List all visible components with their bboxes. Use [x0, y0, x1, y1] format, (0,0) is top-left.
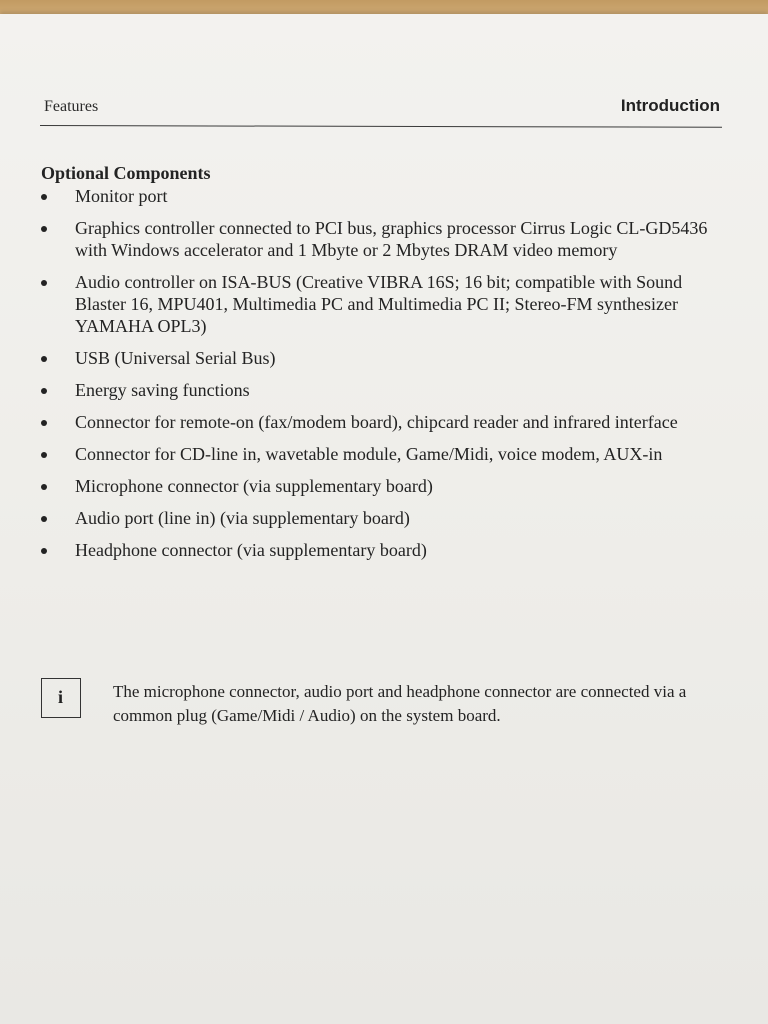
page-header [42, 98, 720, 122]
list-item-text: Microphone connector (via supplementary board) [75, 476, 433, 496]
list-item [41, 443, 721, 465]
list-item-text: Audio controller on ISA-BUS (Creative VIBRA 16S; 16 bit; compatible with Sound Blaster 16, MPU401, Multimedia PC and Multimedia PC II; Stereo-FM synthesizer YAMAHA OPL3) [75, 272, 683, 336]
bullet-icon [41, 226, 47, 232]
list-item [41, 411, 721, 433]
list-item [41, 507, 721, 529]
list-item [41, 347, 721, 369]
bullet-icon [41, 280, 47, 286]
list-item [41, 539, 721, 561]
bullet-icon [41, 194, 47, 200]
list-item-text: Audio port (line in) (via supplementary board) [75, 508, 410, 528]
list-item-text: Monitor port [75, 186, 168, 206]
bullet-icon [41, 420, 47, 426]
bullet-icon [41, 516, 47, 522]
list-item [41, 475, 721, 497]
list-item [41, 379, 721, 401]
info-icon [41, 678, 81, 718]
section-title: Optional Components [41, 163, 211, 183]
list-item-text: Graphics controller connected to PCI bus, graphics processor Cirrus Logic CL-GD5436 with Windows accelerator and 1 Mbyte or 2 Mbytes DRAM video memory [75, 218, 708, 260]
list-item-text: Connector for remote-on (fax/modem board), chipcard reader and infrared interface [75, 412, 678, 432]
list-item-text: USB (Universal Serial Bus) [75, 348, 276, 368]
optional-components-section [41, 162, 721, 571]
bullet-icon [41, 548, 47, 554]
bullet-icon [41, 356, 47, 362]
bullet-icon [41, 484, 47, 490]
info-note-text: The microphone connector, audio port and headphone connector are connected via a common plug (Game/Midi / Audio) on the system board. [113, 682, 687, 725]
list-item [41, 217, 721, 261]
bullet-icon [41, 388, 47, 394]
list-item-text: Energy saving functions [75, 380, 250, 400]
list-item-text: Headphone connector (via supplementary board) [75, 540, 427, 560]
list-item-text: Connector for CD-line in, wavetable module, Game/Midi, voice modem, AUX-in [75, 444, 663, 464]
info-icon-glyph: i [57, 687, 63, 707]
list-item [41, 271, 721, 337]
header-section-name: Features [44, 98, 99, 115]
header-chapter-name: Introduction [620, 96, 720, 115]
component-list [41, 185, 721, 561]
list-item [41, 185, 721, 207]
bullet-icon [41, 452, 47, 458]
